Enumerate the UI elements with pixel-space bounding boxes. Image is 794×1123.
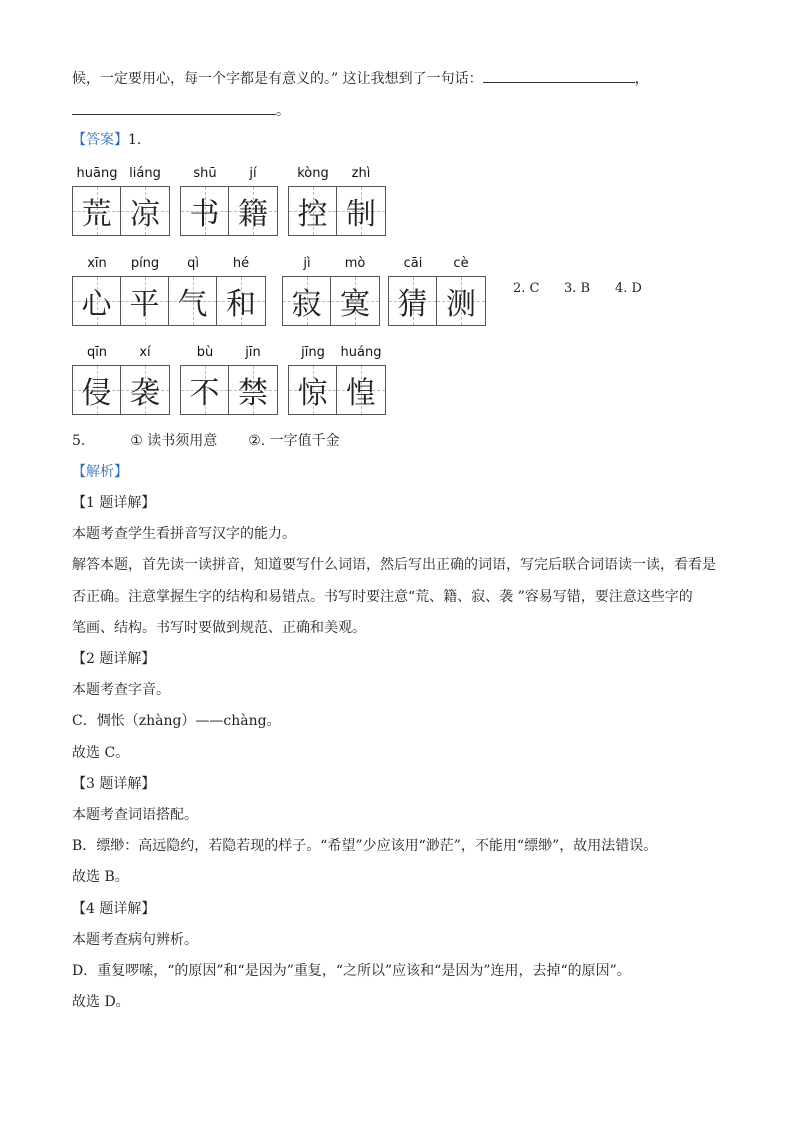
word-grid: [72, 345, 170, 415]
word-grid: [72, 166, 170, 236]
tian-grid-cell: [169, 277, 217, 325]
pinyin-label: shū: [193, 166, 217, 181]
pinyin-label: liáng: [129, 166, 161, 181]
q5-mark-2: ②: [248, 433, 261, 449]
section-text: 否正确。注意掌握生字的结构和易错点。书写时要注意“荒、籍、寂、袭 ”容易写错，要注意这些字的: [72, 589, 693, 605]
pinyin-label: jì: [303, 256, 311, 271]
tian-grid-cell: [283, 277, 331, 325]
analysis-label: 【解析】: [72, 464, 128, 480]
q5-number: 5.: [72, 433, 86, 449]
choice-answer: 4. D: [615, 281, 642, 296]
tian-grid-cell: [73, 187, 121, 235]
q5-answer: [72, 431, 340, 451]
section-heading: 【2 题详解】: [72, 651, 156, 667]
hanzi-char: 荒: [81, 197, 112, 232]
section-text: 故选 B。: [72, 869, 129, 885]
hanzi-char: 测: [446, 287, 476, 322]
pinyin-label: bù: [196, 345, 214, 360]
word-grid: [180, 166, 278, 236]
hanzi-char: 心: [81, 287, 112, 322]
tian-grid-cell: [337, 187, 385, 235]
hanzi-char: 惶: [346, 376, 376, 411]
choice-answer: 3. B: [564, 281, 591, 296]
tian-grid-cell: [289, 366, 337, 414]
section-heading: 【3 题详解】: [72, 776, 156, 792]
q5-mark-1: ①: [130, 433, 143, 449]
section-text: B．缥缈：高远隐约，若隐若现的样子。“希望”少应该用“渺茫”，不能用“缥缈”，故用法错误。: [72, 838, 658, 854]
section-text: 笔画、结构。书写时要做到规范、正确和美观。: [72, 620, 366, 636]
section-text: 本题考查病句辨析。: [72, 932, 198, 948]
tian-grid-cell: [121, 187, 169, 235]
section-text: 本题考查字音。: [72, 682, 170, 698]
pinyin-label: huāng: [76, 166, 118, 181]
pinyin-label: qīn: [86, 345, 108, 360]
hanzi-char: 寞: [340, 287, 370, 322]
tian-grid-cell: [181, 366, 229, 414]
fill-blank-1[interactable]: [483, 68, 635, 83]
word-grid: [388, 256, 486, 326]
pinyin-label: mò: [344, 256, 366, 271]
section-heading: 【1 题详解】: [72, 495, 156, 511]
tian-grid-cell: [121, 366, 169, 414]
pinyin-label: cè: [453, 256, 469, 271]
hanzi-char: 凉: [130, 197, 160, 232]
answer-label: 【答案】: [72, 132, 128, 148]
intro-line: [72, 68, 649, 89]
tian-grid-cell: [217, 277, 265, 325]
hanzi-char: 和: [226, 287, 256, 322]
pinyin-label: qì: [187, 256, 199, 271]
pinyin-label: jīng: [301, 345, 325, 360]
section-text: D．重复啰嗦，“的原因”和“是因为”重复，“之所以”应该和“是因为”连用，去掉“的原因”。: [72, 963, 631, 979]
q5-text-2: . 一字值千金: [260, 433, 340, 449]
tian-grid-cell: [389, 277, 437, 325]
tian-grid-cell: [121, 277, 169, 325]
word-grid: [180, 345, 278, 415]
hanzi-char: 籍: [238, 197, 268, 232]
pinyin-label: kòng: [297, 166, 329, 181]
hanzi-char: 控: [297, 197, 328, 232]
hanzi-char: 书: [189, 197, 220, 232]
tian-grid-cell: [181, 187, 229, 235]
section-text: C．惆怅（zhàng）——chàng。: [72, 713, 281, 729]
tian-grid-cell: [437, 277, 485, 325]
hanzi-char: 猜: [397, 287, 428, 322]
pinyin-label: hé: [232, 256, 250, 271]
pinyin-label: huáng: [340, 345, 382, 360]
q5-text-1: 读书须用意: [147, 433, 218, 449]
answer-heading: [72, 130, 141, 150]
hanzi-char: 袭: [130, 376, 160, 411]
hanzi-char: 不: [189, 376, 220, 411]
pinyin-label: xí: [139, 345, 151, 360]
word-grid: [288, 166, 386, 236]
hanzi-char: 寂: [291, 287, 322, 322]
answer-number: 1.: [128, 132, 142, 148]
intro-comma: ，: [634, 71, 649, 87]
tian-grid-cell: [337, 366, 385, 414]
pinyin-label: xīn: [87, 256, 107, 271]
intro-text: 候，一定要用心，每一个字都是有意义的。” 这让我想到了一句话：: [72, 71, 483, 87]
tian-grid-cell: [289, 187, 337, 235]
hanzi-char: 侵: [81, 376, 112, 411]
word-grid: [288, 345, 386, 415]
section-text: 本题考查词语搭配。: [72, 807, 198, 823]
hanzi-char: 平: [129, 287, 160, 322]
tian-grid-cell: [73, 277, 121, 325]
intro-period: 。: [276, 103, 290, 119]
hanzi-char: 制: [346, 197, 376, 232]
word-grid: [282, 256, 380, 326]
intro-line-2: [72, 100, 290, 121]
pinyin-label: píng: [130, 256, 160, 271]
pinyin-label: zhì: [351, 166, 371, 181]
hanzi-char: 气: [177, 287, 208, 322]
pinyin-label: jí: [249, 166, 257, 181]
tian-grid-cell: [229, 187, 277, 235]
pinyin-label: jīn: [245, 345, 261, 360]
section-text: 本题考查学生看拼音写汉字的能力。: [72, 526, 296, 542]
pinyin-label: cāi: [403, 256, 423, 271]
section-text: 解答本题，首先读一读拼音，知道要写什么词语，然后写出正确的词语，写完后联合词语读一读，看看是: [72, 557, 716, 573]
choice-answer: 2. C: [513, 281, 540, 296]
tian-grid-cell: [331, 277, 379, 325]
tian-grid-cell: [73, 366, 121, 414]
word-grid: [72, 256, 266, 326]
hanzi-char: 惊: [297, 376, 328, 411]
tian-grid-cell: [229, 366, 277, 414]
hanzi-char: 禁: [238, 376, 268, 411]
section-text: 故选 C。: [72, 745, 130, 761]
fill-blank-2[interactable]: [72, 100, 276, 115]
section-text: 故选 D。: [72, 994, 130, 1010]
section-heading: 【4 题详解】: [72, 901, 156, 917]
